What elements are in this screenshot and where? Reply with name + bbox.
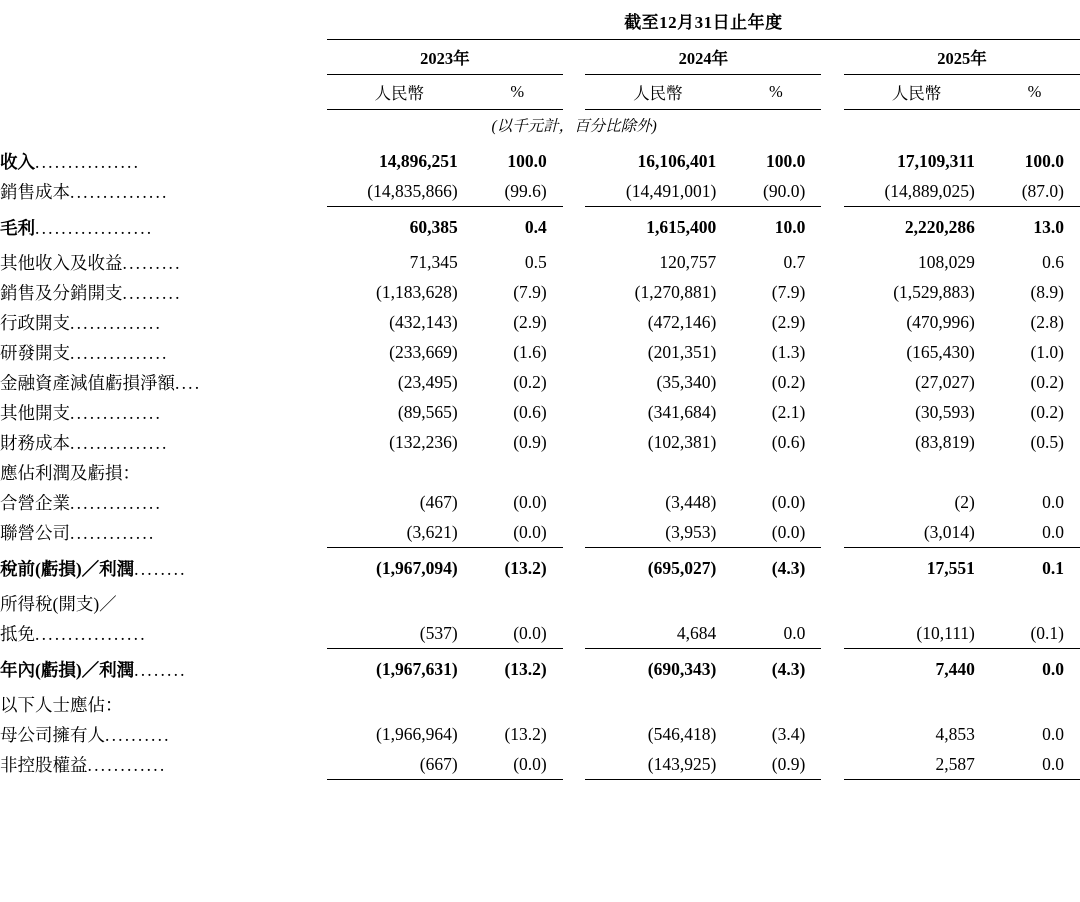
row-label: [0, 337, 327, 367]
value-amount: (472,146): [647, 311, 717, 332]
leader-dots: ................: [35, 151, 141, 172]
leader-dots: ..............: [70, 492, 163, 513]
column-gap: [821, 247, 844, 277]
column-gap: [821, 212, 844, 242]
value-amount: 2,587: [935, 753, 975, 774]
value-percent: (2.1): [771, 401, 806, 422]
header-gap-3: [563, 75, 586, 110]
header-year-2023: 2023年: [327, 40, 563, 75]
column-gap: [563, 277, 586, 307]
column-gap: [821, 654, 844, 684]
value-percent: (1.0): [1030, 341, 1064, 362]
table-row: [0, 247, 1080, 277]
value-percent: (99.6): [504, 180, 547, 201]
column-gap: [563, 749, 586, 779]
value-percent: [472, 588, 563, 618]
row-label-text: 收入: [0, 151, 35, 172]
row-label: [0, 719, 327, 749]
value-percent: (0.0): [771, 521, 806, 542]
table-row: [0, 689, 1080, 719]
table-row: [0, 654, 1080, 684]
column-gap: [563, 146, 586, 176]
value-amount: (1,529,883): [893, 281, 975, 302]
table-row: [0, 277, 1080, 307]
table-row: [0, 588, 1080, 618]
leader-dots: .........: [122, 252, 182, 273]
value-amount: 60,385: [409, 216, 458, 237]
row-label: [0, 146, 327, 176]
value-percent: (13.2): [504, 557, 547, 578]
column-gap: [821, 457, 844, 487]
row-label: [0, 588, 327, 618]
value-percent: (7.9): [771, 281, 806, 302]
row-label-text: 其他開支: [0, 402, 70, 423]
row-label: [0, 749, 327, 779]
table-header: [0, 0, 1080, 146]
table-row: [0, 487, 1080, 517]
row-label-text: 應佔利潤及虧損：: [0, 462, 140, 483]
header-gap-2: [821, 40, 844, 75]
value-amount: (14,491,001): [625, 180, 717, 201]
row-label-text: 銷售及分銷開支: [0, 282, 123, 303]
row-label-text: 銷售成本: [0, 181, 70, 202]
value-amount: (432,143): [389, 311, 458, 332]
value-amount: (3,448): [665, 491, 717, 512]
value-percent: 0.7: [783, 251, 806, 272]
value-amount: 1,615,400: [646, 216, 717, 237]
rule-segment: [585, 779, 730, 780]
header-units-spacer: [821, 110, 1080, 147]
value-amount: (143,925): [647, 753, 717, 774]
value-percent: [472, 457, 563, 487]
header-blank-cell-4: [0, 110, 327, 147]
column-gap: [821, 307, 844, 337]
value-percent: (0.1): [1030, 622, 1064, 643]
row-label-text: 所得稅(開支)／: [0, 593, 117, 614]
column-gap: [821, 618, 844, 648]
row-label-text: 其他收入及收益: [0, 252, 123, 273]
value-amount: 7,440: [935, 658, 975, 679]
value-amount: [585, 689, 730, 719]
row-label-text: 稅前(虧損)／利潤: [0, 558, 135, 579]
header-currency-2025: 人民幣: [844, 75, 989, 110]
value-amount: (10,111): [916, 622, 975, 643]
column-gap: [563, 618, 586, 648]
value-percent: (8.9): [1030, 281, 1064, 302]
value-amount: 14,896,251: [378, 150, 458, 171]
row-label: [0, 212, 327, 242]
header-year-2024: 2024年: [585, 40, 821, 75]
value-amount: (470,996): [906, 311, 975, 332]
column-gap: [821, 277, 844, 307]
column-gap: [563, 689, 586, 719]
row-label: [0, 247, 327, 277]
row-label: [0, 553, 327, 583]
value-percent: (90.0): [763, 180, 806, 201]
row-label: [0, 427, 327, 457]
row-label-text: 研發開支: [0, 342, 70, 363]
value-percent: (2.9): [771, 311, 806, 332]
value-percent: 100.0: [1024, 150, 1064, 171]
leader-dots: ..........: [105, 724, 171, 745]
value-percent: (0.9): [513, 431, 547, 452]
rule-segment: [989, 779, 1080, 780]
value-amount: [327, 689, 472, 719]
column-gap: [821, 487, 844, 517]
value-amount: 108,029: [918, 251, 975, 272]
column-gap: [821, 588, 844, 618]
value-amount: (27,027): [915, 371, 975, 392]
row-label-text: 金融資產減值虧損淨額: [0, 372, 175, 393]
header-gap-4: [821, 75, 844, 110]
row-label: [0, 654, 327, 684]
value-percent: [989, 457, 1080, 487]
value-percent: [730, 689, 821, 719]
rule-segment: [472, 779, 563, 780]
leader-dots: ............: [87, 754, 167, 775]
value-percent: (0.0): [771, 491, 806, 512]
row-label-text: 抵免: [0, 623, 35, 644]
column-gap: [563, 487, 586, 517]
value-amount: (89,565): [397, 401, 458, 422]
column-gap: [563, 337, 586, 367]
column-gap: [563, 247, 586, 277]
column-gap: [563, 553, 586, 583]
value-percent: (0.0): [513, 491, 547, 512]
row-label-text: 聯營公司: [0, 522, 70, 543]
value-amount: 71,345: [409, 251, 458, 272]
value-amount: 4,853: [935, 723, 975, 744]
header-currency-2024: 人民幣: [585, 75, 730, 110]
row-label-text: 母公司擁有人: [0, 724, 105, 745]
row-label: [0, 307, 327, 337]
value-amount: (3,621): [406, 521, 458, 542]
value-amount: (30,593): [915, 401, 975, 422]
value-amount: [327, 588, 472, 618]
value-amount: (165,430): [906, 341, 975, 362]
value-amount: (3,953): [665, 521, 717, 542]
column-gap: [821, 427, 844, 457]
table-row: [0, 719, 1080, 749]
table-row: [0, 427, 1080, 457]
value-percent: (4.3): [771, 658, 806, 679]
value-percent: (13.2): [504, 723, 547, 744]
column-gap: [563, 457, 586, 487]
table-row: [0, 212, 1080, 242]
column-gap: [821, 719, 844, 749]
header-units-note: (以千元計，百分比除外): [491, 118, 657, 135]
row-label: [0, 176, 327, 206]
row-label-text: 非控股權益: [0, 754, 88, 775]
value-percent: (0.0): [513, 521, 547, 542]
column-gap: [821, 146, 844, 176]
column-gap: [563, 397, 586, 427]
value-amount: (201,351): [647, 341, 717, 362]
column-gap: [563, 176, 586, 206]
row-label-text: 以下人士應佔：: [0, 694, 123, 715]
header-period-row: [0, 0, 1080, 40]
leader-dots: ........: [134, 558, 187, 579]
value-amount: (233,669): [389, 341, 458, 362]
column-gap: [563, 588, 586, 618]
value-percent: [472, 689, 563, 719]
value-percent: (1.6): [513, 341, 547, 362]
row-label-text: 合營企業: [0, 492, 70, 513]
rule-blank: [0, 779, 327, 780]
value-amount: (3,014): [923, 521, 975, 542]
value-amount: [844, 457, 989, 487]
value-amount: [844, 588, 989, 618]
column-gap: [821, 176, 844, 206]
value-amount: (695,027): [647, 557, 717, 578]
value-percent: (0.2): [1030, 401, 1064, 422]
value-amount: 4,684: [676, 622, 717, 643]
value-percent: [989, 689, 1080, 719]
value-percent: (0.0): [513, 622, 547, 643]
leader-dots: .................: [35, 623, 147, 644]
value-percent: 0.4: [524, 216, 547, 237]
leader-dots: .............: [70, 522, 156, 543]
value-amount: [585, 588, 730, 618]
row-label-text: 行政開支: [0, 312, 70, 333]
value-amount: (35,340): [656, 371, 717, 392]
value-percent: 0.1: [1042, 557, 1064, 578]
leader-dots: .........: [122, 282, 182, 303]
column-gap: [821, 553, 844, 583]
leader-dots: ...............: [70, 342, 169, 363]
table-row: [0, 553, 1080, 583]
value-percent: (0.5): [1030, 431, 1064, 452]
value-percent: 0.0: [1042, 753, 1064, 774]
value-percent: 0.6: [1042, 251, 1064, 272]
column-gap: [821, 689, 844, 719]
leader-dots: ...............: [70, 181, 169, 202]
value-amount: (546,418): [647, 723, 717, 744]
column-gap: [563, 307, 586, 337]
value-amount: [327, 457, 472, 487]
header-gap-1: [563, 40, 586, 75]
leader-dots: ..................: [35, 217, 154, 238]
value-percent: (0.2): [513, 371, 547, 392]
row-label: [0, 367, 327, 397]
table-row: [0, 397, 1080, 427]
value-amount: (14,835,866): [367, 180, 458, 201]
value-percent: [730, 457, 821, 487]
value-amount: (132,236): [389, 431, 458, 452]
value-percent: (0.2): [1030, 371, 1064, 392]
value-percent: (1.3): [771, 341, 806, 362]
row-label: [0, 618, 327, 648]
table-row: [0, 307, 1080, 337]
value-amount: (14,889,025): [884, 180, 975, 201]
rule-segment: [327, 779, 472, 780]
value-amount: 17,551: [926, 557, 975, 578]
header-year-2025: 2025年: [844, 40, 1080, 75]
column-gap: [563, 427, 586, 457]
value-percent: (4.3): [771, 557, 806, 578]
header-period-title: 截至12月31日止年度: [327, 0, 1080, 40]
row-label: [0, 397, 327, 427]
value-percent: 0.0: [1042, 491, 1064, 512]
value-percent: (0.2): [771, 371, 806, 392]
value-amount: (690,343): [647, 658, 717, 679]
table-row: [0, 517, 1080, 547]
leader-dots: ....: [175, 372, 202, 393]
header-percent-2024: %: [730, 75, 821, 110]
value-amount: (1,966,964): [376, 723, 458, 744]
column-gap: [563, 517, 586, 547]
value-amount: (1,967,094): [376, 557, 458, 578]
value-amount: 120,757: [659, 251, 717, 272]
leader-dots: ...............: [70, 432, 169, 453]
table-row: [0, 367, 1080, 397]
header-blank-cell: [0, 0, 327, 40]
value-percent: (7.9): [513, 281, 547, 302]
column-gap: [563, 212, 586, 242]
column-gap: [821, 397, 844, 427]
column-gap: [563, 654, 586, 684]
row-label: [0, 689, 327, 719]
value-amount: (667): [419, 753, 458, 774]
row-label-text: 年內(虧損)／利潤: [0, 659, 135, 680]
value-percent: 0.5: [524, 251, 547, 272]
leader-dots: ..............: [70, 402, 163, 423]
column-gap: [821, 517, 844, 547]
value-amount: 2,220,286: [904, 216, 975, 237]
table-row: [0, 176, 1080, 206]
row-label-text: 財務成本: [0, 432, 70, 453]
value-amount: (341,684): [647, 401, 717, 422]
row-label-text: 毛利: [0, 217, 35, 238]
table-row: [0, 749, 1080, 779]
value-percent: [989, 588, 1080, 618]
value-percent: 0.0: [1042, 723, 1064, 744]
table-row: [0, 146, 1080, 176]
value-amount: (467): [419, 491, 458, 512]
header-blank-cell-3: [0, 75, 327, 110]
leader-dots: ........: [134, 659, 187, 680]
value-percent: (3.4): [771, 723, 806, 744]
value-percent: (0.9): [771, 753, 806, 774]
value-percent: (2.9): [513, 311, 547, 332]
value-percent: (0.6): [513, 401, 547, 422]
value-amount: 17,109,311: [897, 150, 975, 171]
column-gap: [563, 719, 586, 749]
value-percent: 0.0: [1042, 658, 1064, 679]
column-gap: [821, 367, 844, 397]
value-percent: (2.8): [1030, 311, 1064, 332]
header-blank-cell-2: [0, 40, 327, 75]
rule-gap: [821, 779, 844, 780]
header-currency-2023: 人民幣: [327, 75, 472, 110]
value-amount: (1,183,628): [376, 281, 458, 302]
rule-segment: [730, 779, 821, 780]
table-bottom-rule: [0, 779, 1080, 780]
value-amount: [585, 457, 730, 487]
value-percent: (0.0): [513, 753, 547, 774]
value-amount: (102,381): [647, 431, 717, 452]
rule-segment: [844, 779, 989, 780]
value-percent: 100.0: [507, 150, 547, 171]
value-amount: (1,270,881): [634, 281, 717, 302]
table-body: [0, 146, 1080, 780]
leader-dots: ..............: [70, 312, 163, 333]
value-percent: 0.0: [1042, 521, 1064, 542]
value-amount: (537): [419, 622, 458, 643]
table-row: [0, 618, 1080, 648]
value-amount: (1,967,631): [376, 658, 458, 679]
table-row: [0, 337, 1080, 367]
column-gap: [821, 337, 844, 367]
row-label: [0, 277, 327, 307]
value-percent: 13.0: [1033, 216, 1064, 237]
value-amount: (23,495): [397, 371, 458, 392]
column-gap: [563, 367, 586, 397]
header-year-row: [0, 40, 1080, 75]
value-amount: [844, 689, 989, 719]
header-percent-2023: %: [472, 75, 563, 110]
value-percent: 0.0: [783, 622, 806, 643]
value-amount: (83,819): [915, 431, 975, 452]
column-gap: [821, 749, 844, 779]
row-label: [0, 457, 327, 487]
row-label: [0, 487, 327, 517]
row-label: [0, 517, 327, 547]
value-percent: 100.0: [765, 150, 806, 171]
rule-gap: [563, 779, 586, 780]
header-units-row: [0, 110, 1080, 147]
value-amount: (2): [954, 491, 975, 512]
value-percent: 10.0: [774, 216, 806, 237]
header-subcolumn-row: [0, 75, 1080, 110]
header-percent-2025: %: [989, 75, 1080, 110]
value-amount: 16,106,401: [637, 150, 717, 171]
value-percent: (0.6): [771, 431, 806, 452]
table-row: [0, 457, 1080, 487]
value-percent: (13.2): [504, 658, 547, 679]
value-percent: (87.0): [1021, 180, 1064, 201]
value-percent: [730, 588, 821, 618]
